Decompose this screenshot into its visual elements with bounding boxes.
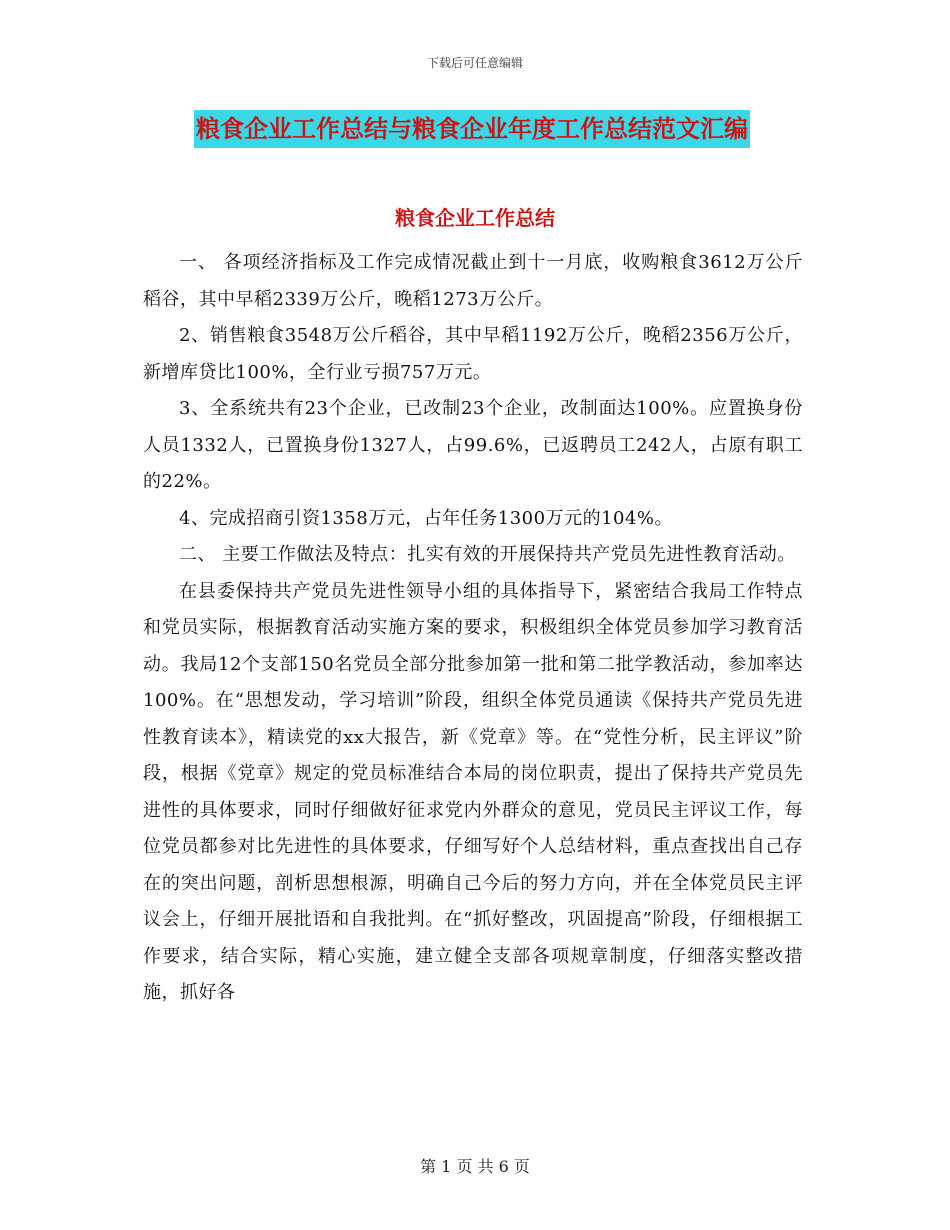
- paragraph: 在县委保持共产党员先进性领导小组的具体指导下，紧密结合我局工作特点和党员实际，根据教育活动实施方案的要求，积极组织全体党员参加学习教育活动。我局12个支部150名党员全部分批参加第一批和第二批学教活动，参加率达100%。在“思想发动，学习培训”阶段，组织全体党员通读《保持共产党员先进性教育读本》，精读党的xx大报告，新《党章》等。在“党性分析，民主评议”阶段，根据《党章》规定的党员标准结合本局的岗位职责，提出了保持共产党员先进性的具体要求，同时仔细做好征求党内外群众的意见，党员民主评议工作，每位党员都参对比先进性的具体要求，仔细写好个人总结材料，重点查找出自己存在的突出问题，剖析思想根源，明确自己今后的努力方向，并在全体党员民主评议会上，仔细开展批语和自我批判。在“抓好整改，巩固提高”阶段，仔细根据工作要求，结合实际，精心实施，建立健全支部各项规章制度，仔细落实整改措施，抓好各: [143, 580, 803, 1003]
- body-text: [143, 245, 803, 1012]
- page-footer: 第 1 页 共 6 页: [420, 1157, 530, 1176]
- document-title: 粮食企业工作总结与粮食企业年度工作总结范文汇编: [194, 110, 750, 148]
- paragraph: 4、完成招商引资1358万元，占年任务1300万元的104%。: [179, 507, 674, 529]
- paragraph: 3、全系统共有23个企业，已改制23个企业，改制面达100%。应置换身份人员1332人，已置换身份1327人，占99.6%，已返聘员工242人，占原有职工的22%。: [143, 398, 803, 492]
- paragraph: 2、销售粮食3548万公斤稻谷，其中早稻1192万公斤，晚稻2356万公斤，新增库贷比100%，全行业亏损757万元。: [143, 325, 803, 383]
- paragraph: 二、 主要工作做法及特点：扎实有效的开展保持共产党员先进性教育活动。: [179, 544, 796, 565]
- paragraph: 一、 各项经济指标及工作完成情况截止到十一月底，收购粮食3612万公斤稻谷，其中早稻2339万公斤，晚稻1273万公斤。: [143, 252, 803, 310]
- header-note: 下载后可任意编辑: [426, 56, 523, 70]
- section-title: 粮食企业工作总结: [395, 206, 555, 230]
